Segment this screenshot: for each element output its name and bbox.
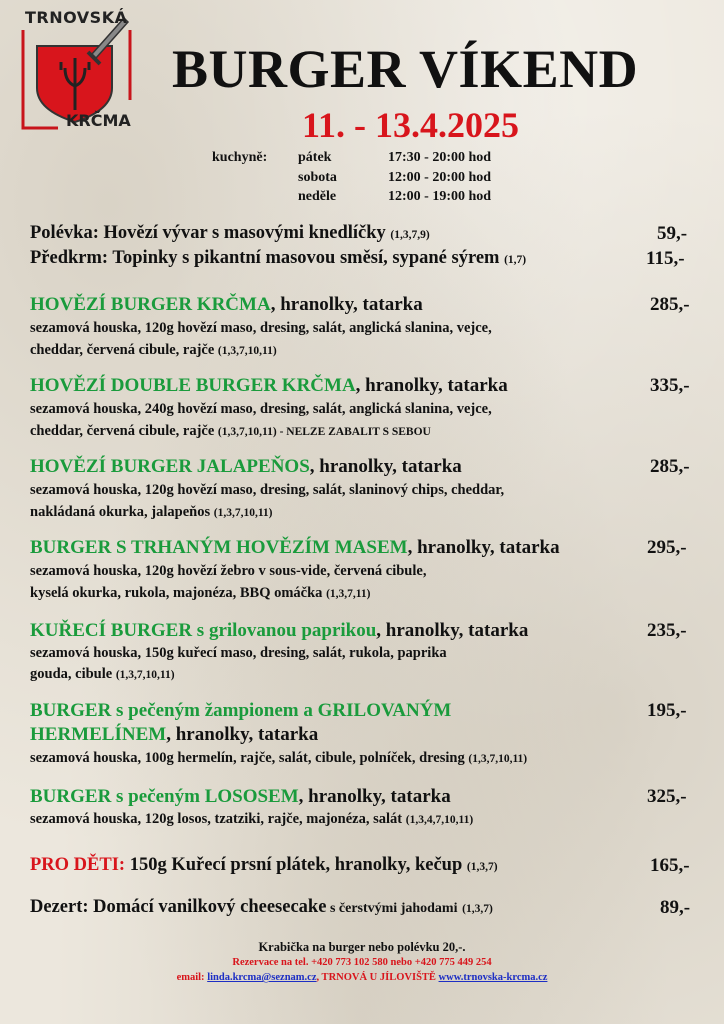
logo-bottom-text: KRČMA [66, 111, 131, 130]
email-link[interactable]: linda.krcma@seznam.cz [207, 972, 317, 983]
menu-item-description: sezamová houska, 100g hermelín, rajče, salát, cibule, polníček, dresing (1,3,7,10,11) [30, 750, 528, 766]
dessert-price: 89,- [660, 897, 691, 918]
menu-item-price: 195,- [647, 700, 687, 721]
web-link[interactable]: www.trnovska-krcma.cz [438, 972, 548, 983]
footer-box-note: Krabička na burger nebo polévku 20,-. [258, 940, 466, 954]
hours-time: 12:00 - 19:00 hod [388, 189, 492, 204]
menu-item-heading: HOVĚZÍ BURGER JALAPEŇOS, hranolky, tatarka [30, 456, 462, 477]
menu-item-price: 285,- [650, 456, 690, 477]
menu-item-price: 285,- [650, 294, 690, 315]
kids-menu-item: PRO DĚTI: 150g Kuřecí prsní plátek, hranolky, kečup (1,3,7) [30, 855, 498, 875]
page-title: BURGER VÍKEND [172, 39, 639, 99]
footer-reservation: Rezervace na tel. +420 773 102 580 nebo +420 775 449 254 [232, 957, 492, 968]
menu-item-heading: HERMELÍNEM, hranolky, tatarka [30, 724, 319, 745]
hours-day: neděle [298, 189, 337, 204]
logo-top-text: TRNOVSKÁ [25, 8, 128, 27]
hours-day: pátek [298, 150, 332, 165]
starter-price: 115,- [646, 248, 685, 269]
menu-item-description: cheddar, červená cibule, rajče (1,3,7,10,11) - NELZE ZABALIT S SEBOU [30, 423, 431, 439]
kitchen-label: kuchyně: [212, 150, 268, 165]
menu-item-heading: KUŘECÍ BURGER s grilovanou paprikou, hranolky, tatarka [30, 620, 529, 641]
menu-item-description: sezamová houska, 120g hovězí maso, dresing, salát, anglická slanina, vejce, [30, 320, 492, 336]
menu-item-description: sezamová houska, 120g hovězí maso, dresing, salát, slaninový chips, cheddar, [30, 482, 505, 498]
menu-item-heading: HOVĚZÍ BURGER KRČMA, hranolky, tatarka [30, 294, 423, 315]
menu-item-price: 335,- [650, 375, 690, 396]
menu-item-description: sezamová houska, 240g hovězí maso, dresing, salát, anglická slanina, vejce, [30, 401, 492, 417]
hours-day: sobota [298, 170, 337, 185]
soup-price: 59,- [657, 223, 688, 244]
dessert-item: Dezert: Domácí vanilkový cheesecake s čerstvými jahodami (1,3,7) [30, 897, 493, 917]
menu-item-description: nakládaná okurka, jalapeňos (1,3,7,10,11) [30, 504, 273, 520]
footer-contact: email: linda.krcma@seznam.cz, TRNOVÁ U JÍLOVIŠTĚ www.trnovska-krcma.cz [176, 972, 548, 983]
menu-item-description: sezamová houska, 120g hovězí žebro v sous-vide, červená cibule, [30, 563, 427, 579]
hours-time: 12:00 - 20:00 hod [388, 170, 492, 185]
starter-item: Předkrm: Topinky s pikantní masovou směsí, sypané sýrem (1,7) [30, 248, 527, 268]
menu-item-heading: BURGER s pečeným LOSOSEM, hranolky, tatarka [30, 786, 451, 807]
menu-item-description: kyselá okurka, rukola, majonéza, BBQ omáčka (1,3,7,11) [30, 585, 371, 601]
soup-item: Polévka: Hovězí vývar s masovými knedlíčky (1,3,7,9) [30, 223, 430, 243]
menu-item-price: 325,- [647, 786, 687, 807]
menu-item-price: 295,- [647, 537, 687, 558]
hours-time: 17:30 - 20:00 hod [388, 150, 492, 165]
menu-item-heading: BURGER s pečeným žampionem a GRILOVANÝM [30, 700, 452, 721]
menu-item-description: sezamová houska, 150g kuřecí maso, dresing, salát, rukola, paprika [30, 645, 447, 661]
menu-item-heading: BURGER S TRHANÝM HOVĚZÍM MASEM, hranolky, tatarka [30, 537, 560, 558]
kids-price: 165,- [650, 855, 690, 876]
menu-item-price: 235,- [647, 620, 687, 641]
menu-item-description: sezamová houska, 120g losos, tzatziki, rajče, majonéza, salát (1,3,4,7,10,11) [30, 811, 474, 827]
menu-item-description: cheddar, červená cibule, rajče (1,3,7,10,11) [30, 342, 277, 358]
event-date: 11. - 13.4.2025 [302, 105, 520, 145]
menu-item-description: gouda, cibule (1,3,7,10,11) [30, 666, 175, 682]
menu-item-heading: HOVĚZÍ DOUBLE BURGER KRČMA, hranolky, tatarka [30, 375, 508, 396]
